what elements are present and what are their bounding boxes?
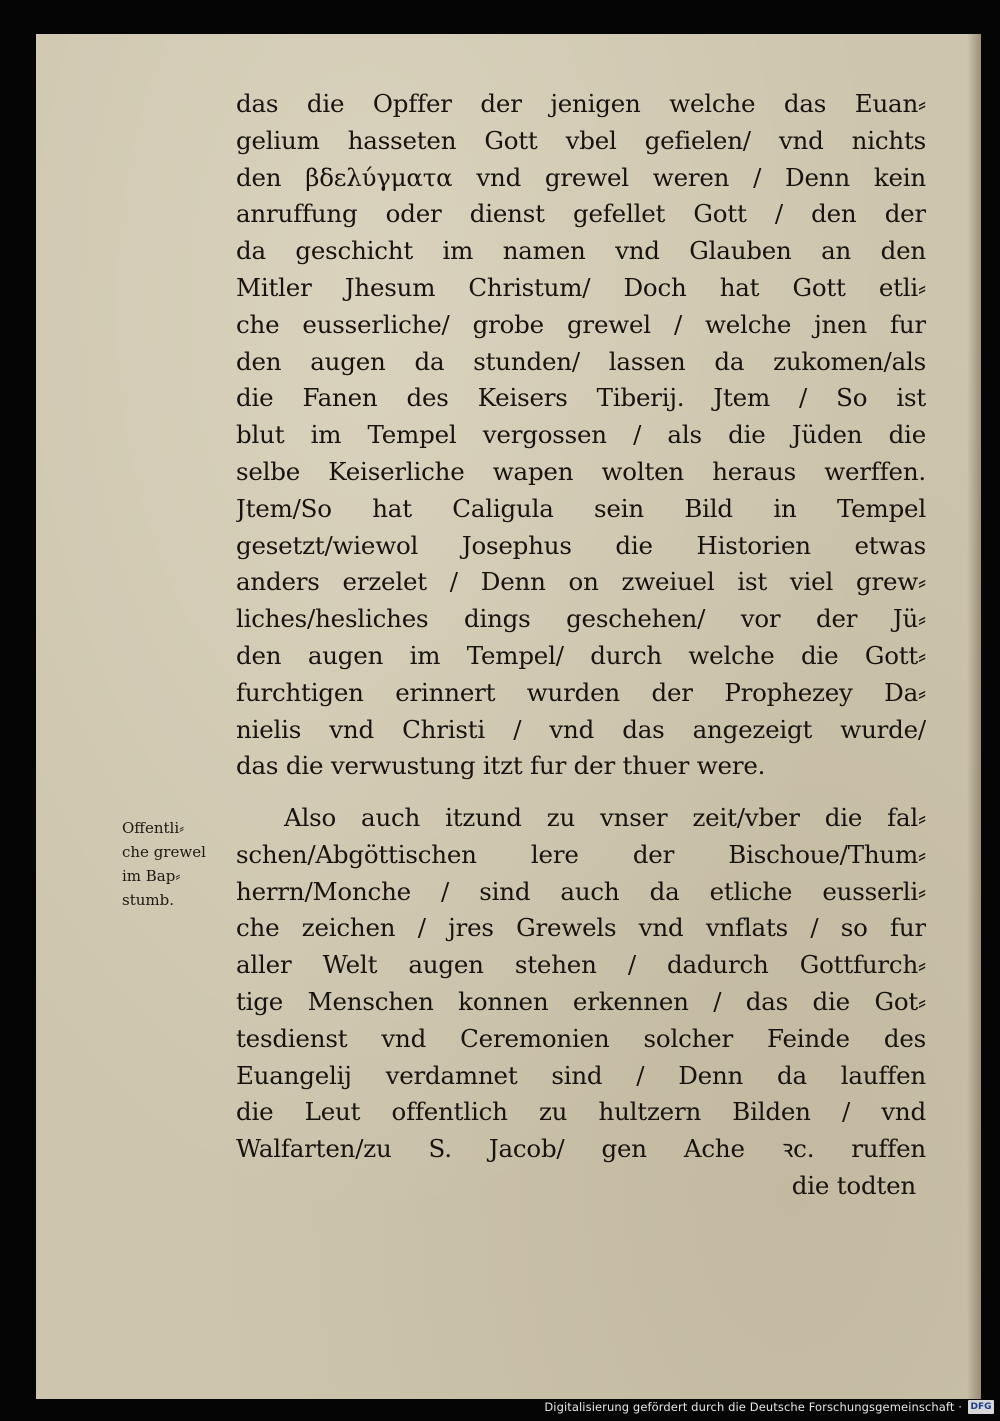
text-line: Also auch itzund zu vnser zeit/vber die fal⸗ bbox=[284, 803, 926, 832]
text-line: anruffung oder dienst gefellet Gott / den der bbox=[236, 199, 926, 229]
marginal-note bbox=[122, 816, 242, 912]
marginal-note-line: stumb. bbox=[122, 891, 174, 909]
text-line: furchtigen erinnert wurden der Prophezey Da⸗ bbox=[236, 677, 926, 707]
digitization-footer bbox=[544, 1397, 994, 1417]
text-line: gesetzt/wiewol Josephus die Historien etwas bbox=[236, 530, 926, 560]
text-line: aller Welt augen stehen / dadurch Gottfurch⸗ bbox=[236, 950, 926, 980]
page-edge-shadow bbox=[967, 34, 981, 1399]
text-line: den βδελύγματα vnd grewel weren / Denn kein bbox=[236, 162, 926, 192]
dfg-logo-icon: DFG bbox=[968, 1400, 994, 1414]
text-line: die Leut offentlich zu hultzern Bilden / vnd bbox=[236, 1097, 926, 1127]
text-line: anders erzelet / Denn on zweiuel ist viel grew⸗ bbox=[236, 567, 926, 597]
text-line: blut im Tempel vergossen / als die Jüden die bbox=[236, 420, 926, 450]
text-line: schen/Abgöttischen lere der Bischoue/Thum⸗ bbox=[236, 839, 926, 869]
text-line: herrn/Monche / sind auch da etliche eusserli⸗ bbox=[236, 876, 926, 906]
text-line: das die Opffer der jenigen welche das Euan⸗ bbox=[236, 89, 926, 118]
text-line: da geschicht im namen vnd Glauben an den bbox=[236, 236, 926, 266]
text-line: tige Menschen konnen erkennen / das die Got⸗ bbox=[236, 986, 926, 1016]
text-line: Euangelij verdamnet sind / Denn da lauffen bbox=[236, 1060, 926, 1090]
main-text-paragraph-2 bbox=[236, 800, 926, 1205]
main-text-paragraph-1 bbox=[236, 86, 926, 785]
text-line: den augen da stunden/ lassen da zukomen/als bbox=[236, 346, 926, 376]
text-line: gelium hasseten Gott vbel gefielen/ vnd nichts bbox=[236, 125, 926, 155]
text-line: Walfarten/zu S. Jacob/ gen Ache ꝛc. ruffen bbox=[236, 1134, 926, 1164]
text-line: selbe Keiserliche wapen wolten heraus werffen. bbox=[236, 456, 926, 486]
text-line: den augen im Tempel/ durch welche die Gott⸗ bbox=[236, 640, 926, 670]
text-line: nielis vnd Christi / vnd das angezeigt wurde/ bbox=[236, 714, 926, 744]
marginal-note-line: Offentli⸗ bbox=[122, 819, 185, 837]
text-line: che zeichen / jres Grewels vnd vnflats / so fur bbox=[236, 913, 926, 943]
text-line: Mitler Jhesum Christum/ Doch hat Gott etli⸗ bbox=[236, 272, 926, 302]
catchword: die todten bbox=[791, 1170, 916, 1200]
marginal-note-line: che grewel bbox=[122, 843, 206, 861]
text-line: che eusserliche/ grobe grewel / welche jnen fur bbox=[236, 309, 926, 339]
marginal-note-line: im Bap⸗ bbox=[122, 867, 181, 885]
text-line: liches/hesliches dings geschehen/ vor der Jü⸗ bbox=[236, 604, 926, 634]
text-line: tesdienst vnd Ceremonien solcher Feinde des bbox=[236, 1023, 926, 1053]
text-line: das die verwustung itzt fur der thuer were. bbox=[236, 751, 766, 781]
footer-credit: Digitalisierung gefördert durch die Deutsche Forschungsgemeinschaft · bbox=[544, 1400, 962, 1414]
text-line: Jtem/So hat Caligula sein Bild in Tempel bbox=[236, 493, 926, 523]
text-line: die Fanen des Keisers Tiberij. Jtem / So ist bbox=[236, 383, 926, 413]
